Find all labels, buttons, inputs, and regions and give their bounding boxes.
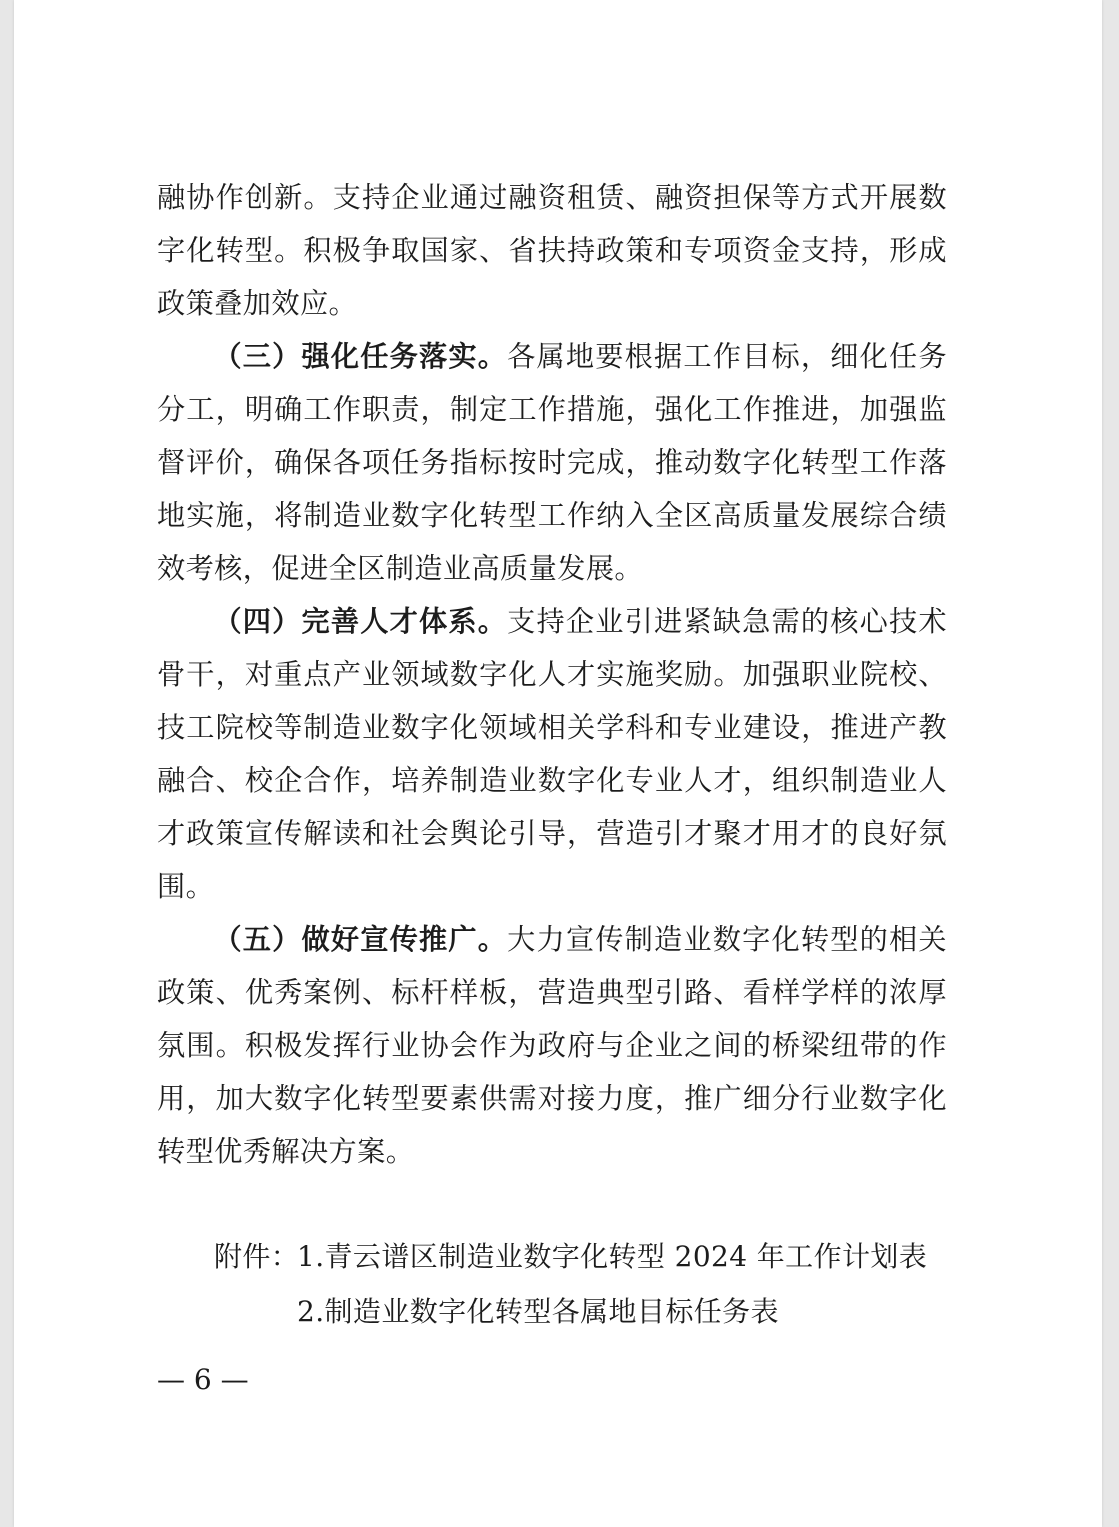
paragraph-task-implementation-text: 各属地要根据工作目标，细化任务分工，明确工作职责，制定工作措施，强化工作推进，加强监督评价，确保各项任务指标按时完成，推动数字化转型工作落地实施，将制造业数字化转型工作纳入全区高质量发展综合绩效考核，促进全区制造业高质量发展。 <box>157 340 947 585</box>
heading-publicity: （五）做好宣传推广。 <box>213 923 508 956</box>
document-page <box>14 0 1102 1527</box>
paragraph-talent-system <box>157 595 947 913</box>
page-number: — 6 — <box>157 1363 249 1396</box>
attachment-row <box>214 1284 974 1339</box>
attachments-list <box>214 1229 974 1339</box>
paragraph-talent-system-text: 支持企业引进紧缺急需的核心技术骨干，对重点产业领域数字化人才实施奖励。加强职业院校、技工院校等制造业数字化领域相关学科和专业建设，推进产教融合、校企合作，培养制造业数字化专业人才，组织制造业人才政策宣传解读和社会舆论引导，营造引才聚才用才的良好氛围。 <box>157 605 947 903</box>
attachments-label-spacer <box>214 1284 297 1339</box>
attachment-row <box>214 1229 974 1284</box>
paragraph-financing-text: 融协作创新。支持企业通过融资租赁、融资担保等方式开展数字化转型。积极争取国家、省扶持政策和专项资金支持，形成政策叠加效应。 <box>157 181 947 320</box>
attachment-item: 2.制造业数字化转型各属地目标任务表 <box>297 1295 779 1328</box>
paragraph-task-implementation <box>157 330 947 595</box>
heading-task-implementation: （三）强化任务落实。 <box>213 340 508 373</box>
paragraph-publicity <box>157 913 947 1178</box>
attachments-label: 附件： <box>214 1240 300 1273</box>
body-text <box>157 171 947 1178</box>
paragraph-financing <box>157 171 947 330</box>
paragraph-publicity-text: 大力宣传制造业数字化转型的相关政策、优秀案例、标杆样板，营造典型引路、看样学样的浓厚氛围。积极发挥行业协会作为政府与企业之间的桥梁纽带的作用，加大数字化转型要素供需对接力度，推广细分行业数字化转型优秀解决方案。 <box>157 923 947 1168</box>
attachment-item: 1.青云谱区制造业数字化转型 2024 年工作计划表 <box>297 1240 928 1273</box>
heading-talent-system: （四）完善人才体系。 <box>213 605 508 638</box>
